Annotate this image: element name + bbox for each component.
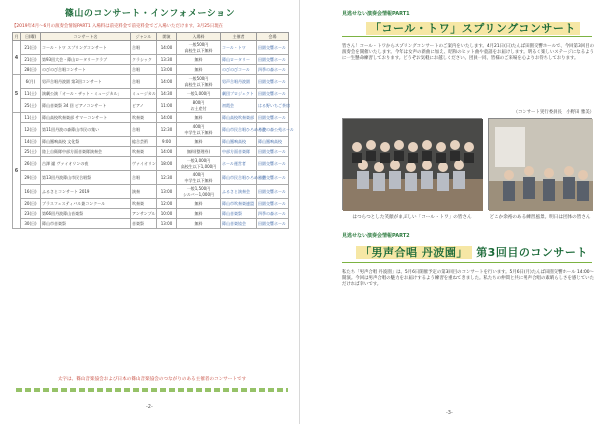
section-tag-1: 見逃せない演奏会情報PART1 bbox=[342, 11, 410, 17]
concert-cell: 篠山市音楽祭 bbox=[41, 219, 131, 229]
section-tag-2: 見逃せない演奏会情報PART2 bbox=[342, 233, 410, 239]
host-cell: 篠山高校吹奏楽部 bbox=[221, 113, 257, 123]
day-cell: 25(土) bbox=[21, 147, 41, 157]
headline-2-b: 第3回目のコンサート bbox=[476, 246, 588, 259]
table-row bbox=[13, 219, 289, 229]
genre-cell: 吹奏楽 bbox=[131, 147, 157, 157]
time-cell: 12:30 bbox=[157, 171, 177, 185]
genre-cell: 合唱 bbox=[131, 75, 157, 89]
fee-cell: 一般1,000円 bbox=[177, 89, 221, 99]
rehearsal-photo-image bbox=[489, 119, 593, 211]
time-cell: 13:00 bbox=[157, 185, 177, 199]
month-cell: 4 bbox=[13, 41, 21, 75]
host-cell: ふるさと演奏会 bbox=[221, 185, 257, 199]
page-title: 篠山のコンサート・インフォメーション bbox=[64, 9, 236, 19]
venue-cell: 田園交響ホール bbox=[257, 157, 289, 171]
day-cell: 23(日) bbox=[21, 209, 41, 219]
venue-cell: 田園交響ホール bbox=[257, 199, 289, 209]
genre-cell: 音楽祭 bbox=[131, 219, 157, 229]
page-number-left: -2- bbox=[146, 404, 153, 410]
table-row bbox=[13, 89, 289, 99]
fee-cell: 無料 bbox=[177, 113, 221, 123]
fee-cell: 一般500円 高校生以下無料 bbox=[177, 75, 221, 89]
article-2-body: 私たち「男声合唱 丹波園」は、5月6日開催予定の第3回目のコンサートを行います。5月6日(月)たんば田園交響ホール 14:00〜開演。今回は男声合唱の魅力をお届けするよう練習を重ねてきました。私たちの仲間と共に男声合唱の素晴らしさを感じていただければ幸いです。 bbox=[342, 270, 594, 288]
headline-2-a: 「男声合唱 丹波園」 bbox=[356, 246, 472, 259]
table-footnote: 太字は、篠山音楽協会および日本の篠山音楽協会のつながりのある主催者のコンサートです bbox=[57, 377, 247, 382]
page-number-right: -3- bbox=[446, 410, 453, 416]
right-page bbox=[306, 6, 594, 416]
table-row bbox=[13, 209, 289, 219]
headline-1-rule bbox=[342, 36, 592, 37]
venue-cell: 篠山鳳鳴高校 bbox=[257, 137, 289, 147]
headline-1-text: 「コール・トワ」スプリングコンサート bbox=[366, 22, 580, 35]
month-cell: 6 bbox=[13, 113, 21, 229]
host-cell: 篠山市民合唱ひろめる会 bbox=[221, 123, 257, 137]
time-cell: 13:00 bbox=[157, 65, 177, 75]
time-cell: 14:00 bbox=[157, 147, 177, 157]
day-cell: 14(日) bbox=[21, 137, 41, 147]
table-row bbox=[13, 55, 289, 65]
choir-group-photo bbox=[342, 118, 482, 210]
genre-cell: 合唱 bbox=[131, 123, 157, 137]
rehearsal-photo bbox=[488, 118, 592, 210]
article-1-body: 皆さん！コール・トワからスプリングコンサートのご案内をいたします。4月21日(日)たんば田園交響ホールで、今回第3回目の演奏会を開催いたします。今年は女声の新曲に加え、昭和のヒット曲や童謡をお届けします。明るく楽しいステージになるように一生懸命練習しております。どうぞお気軽にお越しください。団員一同、皆様のご来場を心よりお待ちしております。 bbox=[342, 44, 594, 62]
day-cell: 28(日) bbox=[21, 65, 41, 75]
headline-2 bbox=[356, 244, 588, 260]
host-cell: 中部方面音楽隊 bbox=[221, 147, 257, 157]
venue-cell: 四季の森ホール bbox=[257, 65, 289, 75]
day-cell: 26(日) bbox=[21, 157, 41, 171]
genre-cell: ヴァイオリン bbox=[131, 157, 157, 171]
headline-2-rule bbox=[342, 262, 592, 263]
headline-1 bbox=[366, 20, 580, 36]
header-day: 日(曜) bbox=[21, 33, 41, 41]
day-cell: 16(日) bbox=[21, 185, 41, 199]
genre-cell: 吹奏楽 bbox=[131, 113, 157, 123]
genre-cell: 合唱 bbox=[131, 41, 157, 55]
header-host: 主催者 bbox=[221, 33, 257, 41]
table-row bbox=[13, 185, 289, 199]
month-cell: 5 bbox=[13, 75, 21, 113]
header-time: 開演 bbox=[157, 33, 177, 41]
venue-cell: 田園交響ホール bbox=[257, 147, 289, 157]
day-cell: 6(月) bbox=[21, 75, 41, 89]
genre-cell: ミュージカル bbox=[131, 89, 157, 99]
time-cell: 11:00 bbox=[157, 99, 177, 113]
host-cell: 劇団プロジェクト bbox=[221, 89, 257, 99]
table-header bbox=[13, 33, 289, 41]
concert-cell: 古澤 巌 ヴァイオリンの夜 bbox=[41, 157, 131, 171]
fee-cell: 無料 bbox=[177, 55, 221, 65]
concert-cell: のびのび合唱コンサート bbox=[41, 65, 131, 75]
concert-cell: 第13回丹波篠山市民合唱祭 bbox=[41, 171, 131, 185]
concert-cell: 篠山音楽祭 34 回 ピアノコンサート bbox=[41, 99, 131, 113]
fee-cell: 一般3,000円 高校生以下1,000円 bbox=[177, 157, 221, 171]
host-cell: 篠山市民合唱ひろめる会 bbox=[221, 171, 257, 185]
header-fee: 入場料 bbox=[177, 33, 221, 41]
time-cell: 14:00 bbox=[157, 113, 177, 123]
time-cell: 9:00 bbox=[157, 137, 177, 147]
venue-cell: 田園交響ホール bbox=[257, 41, 289, 55]
host-cell: 篠山音楽祭 bbox=[221, 209, 257, 219]
header-month: 月 bbox=[14, 33, 19, 39]
fee-cell: 400円 中学生以下無料 bbox=[177, 171, 221, 185]
host-cell: 篠山ロータリー bbox=[221, 55, 257, 65]
host-cell: コール・トワ bbox=[221, 41, 257, 55]
genre-cell: 吹奏楽 bbox=[131, 199, 157, 209]
venue-cell: 四季の森ホール bbox=[257, 209, 289, 219]
header-venue: 会場 bbox=[257, 33, 289, 41]
concert-cell: コール・トワ スプリングコンサート bbox=[41, 41, 131, 55]
photo-caption-1: はつらつとした笑顔がまぶしい「コール・トワ」の皆さん bbox=[352, 215, 472, 220]
time-cell: 14:00 bbox=[157, 75, 177, 89]
day-cell: 12(日) bbox=[21, 123, 41, 137]
genre-cell: ピアノ bbox=[131, 99, 157, 113]
host-cell: 男声合唱丹波園 bbox=[221, 75, 257, 89]
concert-cell: 男声合唱丹波園 第3回コンサート bbox=[41, 75, 131, 89]
day-cell: 30(日) bbox=[21, 219, 41, 229]
header-concert: コンサート名 bbox=[41, 33, 131, 41]
host-cell: のびのびコール bbox=[221, 65, 257, 75]
table-row bbox=[13, 123, 289, 137]
fee-cell: 一般1,500円 シルバー1,000円 bbox=[177, 185, 221, 199]
concert-cell: 第93回大会・篠山ロータリークラブ bbox=[41, 55, 131, 65]
table-row bbox=[13, 137, 289, 147]
concert-cell: 陸上自衛隊中部方面音楽隊演奏会 bbox=[41, 147, 131, 157]
table-row bbox=[13, 147, 289, 157]
table-row bbox=[13, 41, 289, 55]
time-cell: 12:30 bbox=[157, 123, 177, 137]
venue-cell: 丹波の森公苑ホール bbox=[257, 123, 289, 137]
day-cell: 21(日) bbox=[21, 41, 41, 55]
genre-cell: 演奏 bbox=[131, 185, 157, 199]
concert-cell: 第11回丹波の森篠山市民の集い bbox=[41, 123, 131, 137]
genre-cell: 総合芸術 bbox=[131, 137, 157, 147]
concert-cell: 演劇公演「オール・ザット・ミュージカル」 bbox=[41, 89, 131, 99]
host-cell: 初霞会 bbox=[221, 99, 257, 113]
group-photo-image bbox=[343, 119, 483, 211]
time-cell: 14:30 bbox=[157, 89, 177, 99]
time-cell: 14:00 bbox=[157, 41, 177, 55]
photo-caption-2: どこか余裕のある練習風景。明日は団体の皆さん bbox=[489, 215, 591, 220]
concert-cell: 第66回丹波篠山音楽祭 bbox=[41, 209, 131, 219]
venue-cell: 田園交響ホール bbox=[257, 113, 289, 123]
header-genre: ジャンル bbox=[131, 33, 157, 41]
time-cell: 13:30 bbox=[157, 55, 177, 65]
venue-cell: はる野いちご茶房 bbox=[257, 99, 289, 113]
time-cell: 12:00 bbox=[157, 199, 177, 209]
genre-cell: 合唱 bbox=[131, 65, 157, 75]
concert-cell: ブラスフェスティバル兼コンクール bbox=[41, 199, 131, 209]
fee-cell: 無料 bbox=[177, 219, 221, 229]
host-cell: ホール運営者 bbox=[221, 157, 257, 171]
fee-cell: 一般500円 高校生以下無料 bbox=[177, 41, 221, 55]
venue-cell: 田園交響ホール bbox=[257, 55, 289, 65]
left-page bbox=[6, 6, 294, 416]
concert-cell: 篠山鳳鳴高校 文化祭 bbox=[41, 137, 131, 147]
concert-table bbox=[12, 32, 294, 229]
table-row bbox=[13, 113, 289, 123]
table-row bbox=[13, 171, 289, 185]
leaf-border bbox=[16, 388, 288, 392]
genre-cell: クラシック bbox=[131, 55, 157, 65]
day-cell: 20(日) bbox=[21, 199, 41, 209]
day-cell: 11(土) bbox=[21, 113, 41, 123]
day-cell: 21(日) bbox=[21, 55, 41, 65]
table-row bbox=[13, 157, 289, 171]
fee-cell: 無料 bbox=[177, 65, 221, 75]
time-cell: 10:00 bbox=[157, 209, 177, 219]
fee-cell: 無料(整理券) bbox=[177, 147, 221, 157]
table-row bbox=[13, 99, 289, 113]
venue-cell: 田園交響ホール bbox=[257, 75, 289, 89]
host-cell: 篠山鳳鳴高校 bbox=[221, 137, 257, 147]
day-cell: 25(土) bbox=[21, 99, 41, 113]
table-row bbox=[13, 65, 289, 75]
notice-text: 【2019年4月～6月の演奏会情報PART1 入場料は前売料金で前売料金でご入場いただけます。3月25日現在 bbox=[12, 24, 223, 29]
day-cell: 11(土) bbox=[21, 89, 41, 99]
venue-cell: 田園交響ホール bbox=[257, 89, 289, 99]
venue-cell: 田園交響ホール bbox=[257, 171, 289, 185]
fee-cell: 無料 bbox=[177, 137, 221, 147]
fee-cell: 800円 お土産付 bbox=[177, 99, 221, 113]
genre-cell: 合唱 bbox=[131, 171, 157, 185]
day-cell: 29(日) bbox=[21, 171, 41, 185]
table-row bbox=[13, 75, 289, 89]
host-cell: 篠山音楽協会 bbox=[221, 219, 257, 229]
genre-cell: アンサンブル bbox=[131, 209, 157, 219]
time-cell: 18:00 bbox=[157, 157, 177, 171]
fee-cell: 無料 bbox=[177, 199, 221, 209]
page-fold bbox=[299, 0, 300, 424]
fee-cell: 400円 中学生以下無料 bbox=[177, 123, 221, 137]
table-row bbox=[13, 199, 289, 209]
article-1-signature: （コンサート実行委員長 小野田 雅美） bbox=[513, 110, 594, 115]
time-cell: 13:00 bbox=[157, 219, 177, 229]
venue-cell: 田園交響ホール bbox=[257, 219, 289, 229]
host-cell: 篠山市吹奏楽連盟 bbox=[221, 199, 257, 209]
concert-cell: ふるさとコンサート 2019 bbox=[41, 185, 131, 199]
fee-cell: 無料 bbox=[177, 209, 221, 219]
concert-cell: 篠山高校吹奏楽部 サマーコンサート bbox=[41, 113, 131, 123]
venue-cell: 田園交響ホール bbox=[257, 185, 289, 199]
